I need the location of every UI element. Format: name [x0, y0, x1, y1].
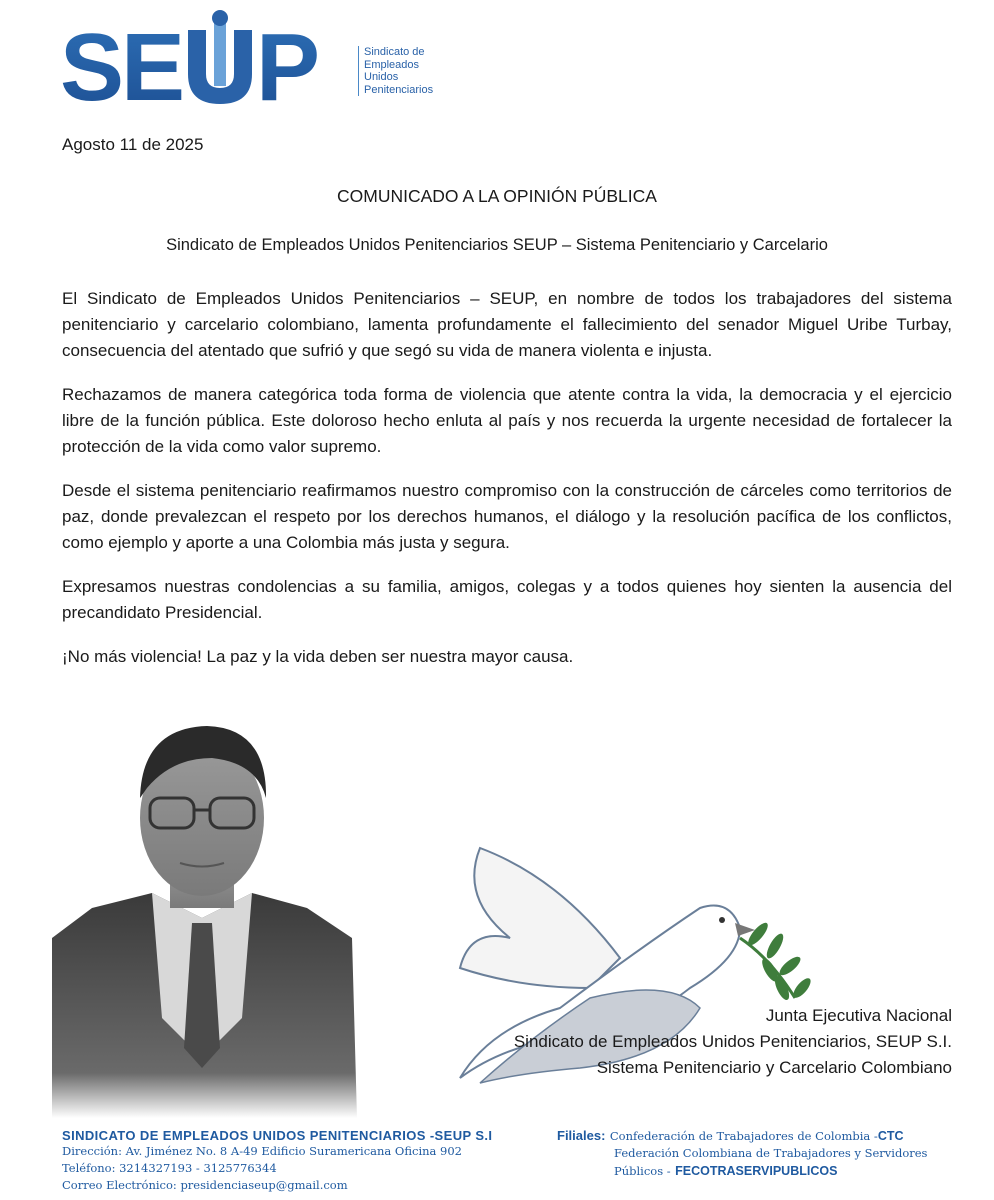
logo-subtitle-line: Empleados [364, 58, 420, 71]
footer-address: Dirección: Av. Jiménez No. 8 A-49 Edificio Suramericana Oficina 902 [62, 1144, 463, 1158]
body-paragraph: El Sindicato de Empleados Unidos Penitenciarios – SEUP, en nombre de todos los trabajadores del sistema penitenciario y carcelario colombiano, lamenta profundamente el fallecimiento del senador Miguel Uribe Turbay, consecuencia del atentado que sufrió y que segó su vida de manera violenta e injusta. [62, 289, 952, 360]
signature-line: Junta Ejecutiva Nacional [765, 1006, 952, 1025]
footer-affiliates [557, 1127, 957, 1180]
document-date: Agosto 11 de 2025 [62, 135, 204, 154]
document-title: COMUNICADO A LA OPINIÓN PÚBLICA [337, 186, 657, 206]
seup-logo [60, 8, 434, 108]
affiliate-fecotra-line2: Públicos - [614, 1164, 671, 1178]
signature-line: Sistema Penitenciario y Carcelario Colombiano [596, 1058, 952, 1077]
body-paragraph: Rechazamos de manera categórica toda forma de violencia que atente contra la vida, la democracia y el ejercicio libre de la función pública. Este doloroso hecho enluta al país y nos recuerda la urgente necesidad de fortalecer la protección de la vida como valor supremo. [62, 385, 952, 456]
portrait-photo [52, 718, 362, 1118]
affiliate-ctc-abbr: CTC [877, 1129, 904, 1143]
svg-text:SE: SE [60, 14, 183, 108]
logo-subtitle-line: Unidos [364, 71, 399, 83]
logo-subtitle [358, 46, 474, 96]
footer-org-name: SINDICATO DE EMPLEADOS UNIDOS PENITENCIARIOS -SEUP S.I [62, 1128, 493, 1143]
footer-phone: Teléfono: 3214327193 - 3125776344 [62, 1161, 277, 1175]
affiliate-ctc-name: Confederación de Trabajadores de Colombia - [609, 1129, 878, 1143]
signature-block [514, 1003, 952, 1081]
seup-logo-mark [60, 8, 350, 108]
body-paragraph: Desde el sistema penitenciario reafirmamos nuestro compromiso con la construcción de cárceles como territorios de paz, donde prevalezcan el respeto por los derechos humanos, el diálogo y la resolución pacífica de los conflictos, como ejemplo y aporte a una Colombia más justa y segura. [62, 481, 952, 552]
signature-line: Sindicato de Empleados Unidos Penitenciarios, SEUP S.I. [513, 1032, 952, 1051]
logo-subtitle-line: Sindicato de [364, 46, 425, 58]
svg-text:P: P [256, 14, 318, 108]
document-subtitle: Sindicato de Empleados Unidos Penitenciarios SEUP – Sistema Penitenciario y Carcelario [166, 236, 828, 254]
logo-subtitle-line: Penitenciarios [364, 83, 434, 96]
affiliate-fecotra-abbr: FECOTRASERVIPUBLICOS [675, 1164, 838, 1178]
footer-contact [62, 1128, 492, 1194]
body-paragraph: ¡No más violencia! La paz y la vida deben ser nuestra mayor causa. [62, 647, 574, 666]
filiales-label: Filiales: [557, 1128, 606, 1143]
footer-email: Correo Electrónico: presidenciaseup@gmail.com [62, 1178, 348, 1192]
body-paragraph: Expresamos nuestras condolencias a su familia, amigos, colegas y a todos quienes hoy sienten la ausencia del precandidato Presidencial. [62, 577, 952, 622]
document-body [62, 286, 952, 688]
affiliate-fecotra-line1: Federación Colombiana de Trabajadores y Servidores [614, 1146, 928, 1160]
